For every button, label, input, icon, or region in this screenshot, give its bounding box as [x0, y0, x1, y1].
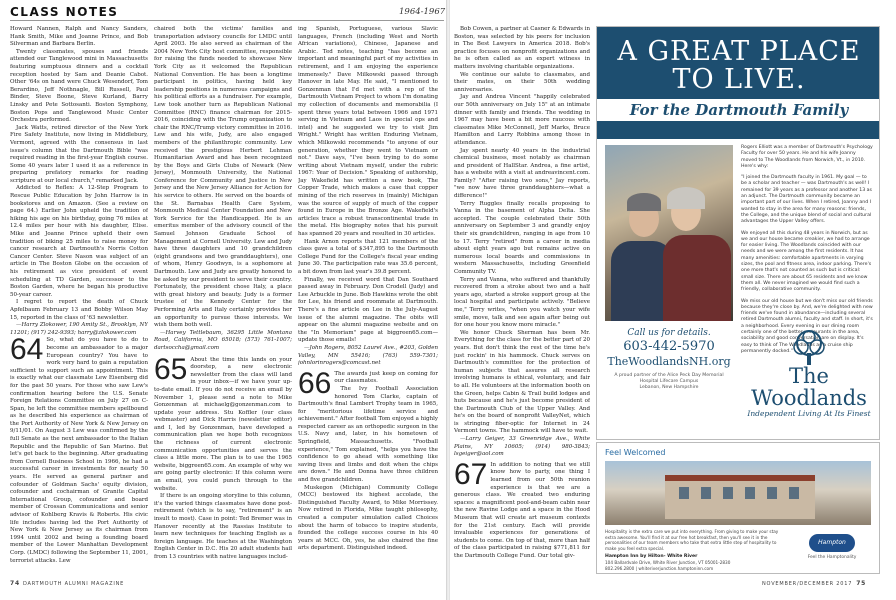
- paragraph: Jay spent nearly 40 years in the industrial chemical business, most notably as chairman and president of HallStar. Andrea, a fine artist, has a website with a visit at andreavincent.com. Family? "After raising two sons," Jay reports, "we now have three granddaughters—what a difference!": [454, 147, 590, 200]
- footer-right: [762, 580, 866, 587]
- window: [679, 487, 689, 499]
- column-2: [154, 26, 292, 574]
- ad-headline-line-1: A GREAT PLACE: [617, 36, 861, 67]
- paragraph: ing Spanish, Portuguese, various Slavic languages, French (including West and North African variations), Chinese, Japanese and Arabic. Ted notes, teaching "has become an important and meaningful part of my activities in retirement, and I am enjoying the experience immensely." Dave Milkowski passed through Hanover in late May. He said, "I mentioned to Gonzenman that I'd met with a rep of the Dartmouth Vietnam Project to whom I'm donating my collection of documents and memorabilia (I spent three years total between 1966 and 1971 serving in Vietnam and Laos in special ops and intel) and he suggested we try to visit Jim Wright." Wright has written Enduring Vietnam, which Milkowski recommends "to anyone of our generation, whether they went to Vietnam or not." Dave says, "I've been trying to do some writing about Vietnam myself, under the rubric 1967: Year of Decision." Speaking of authorship, Jay Wakefield has written a new book, The Copper Trade, which makes a case that copper mining of the rich reserves in (mainly) Michigan was the source of supply of much of the copper found in Europe in the Bronze Age. Wakefield's articles trace a robust transcontinental trade in the metal. His biography notes that his pursuit has spanned 20 years and resulted in 30 articles.: [298, 26, 438, 238]
- class-year-range: 1964-1967: [399, 7, 446, 17]
- paragraph: I regret to report the death of Chuck Apfelbaum February 13 and Bobby Wilson May 15, reported in the class of '63 newsletter.: [10, 299, 148, 321]
- paragraph: chaired both the victims' families and transportation advisory councils for LMDC until April 2003. He also served as chairman of the 2004 New York City host committee, responsible for raising the funds needed to showcase New York City as it welcomed the Republican National Convention. He has been a longtime participant in politics, having held key leadership positions in numerous campaigns and his political efforts as a fundraiser. For example, Lew took another turn as Republican National Committee (RNC) finance chairman for 2015-2016, coinciding with the Trump organization to chair the RNC/Trump victory committee in 2016. Lew and his wife, Judy, are also engaged members of the philanthropic community. Lew received the prestigious Herbert Lehman Humanitarian Award and has been recognized by the Boys and Girls Clubs of Newark (New Jersey), Monmouth University, the National Conference for Community and Justice in New Jersey and the New Jersey Alliance for Action for his service to others. He served on the boards of the St. Barnabas Health Care System, Monmouth Medical Center Foundation and New York Service for the Handicapped. He is an emeritus member of the advisory council of the Samuel Johnson Graduate School of Management at Cornell University. Lew and Judy have three daughters and 10 grandchildren (eight grandsons and two granddaughters), one of whom, Henry Goodwyn, is a sophomore at Dartmouth. Lew and Judy are greatly honored to be asked by our president to serve their country. Fortunately, the president chose Italy, a place with great history and beauty. Judy is a former trustee of the Kennedy Center for the Performing Arts and Italy certainly provides her an opportunity to pursue those interests. We wish them both well.: [154, 26, 292, 329]
- paragraph: So, what do you have to do to become an ambassador to a major European country? You have to work very hard to gain a reputation sufficient to support such an appointment. This is exactly what our classmate Lew Eisenberg did for the past 50 years. For those who saw Lew's confirmation hearing before the U.S. Senate Foreign Relations Committee on July 27 on C-Span, he left the committee members spellbound as he described his experience as chairman of the Port Authority of New York & New Jersey on 9/11/01. On August 3 Lew was confirmed by the full Senate as the next ambassador to the Italian Republic and the Republic of San Marino. But let's get back to the beginning. After graduating from Cornell Business School in 1966, he had a successful career in investments for nearly 50 years. He served as general partner and cofounder of Goldman Sachs' equity division, cofounder and cochairman of Granite Capital International Group, cofounder and board member of Crossan Communications and senior advisor of Kohlberg Kravis & Roberts. His civic life includes having led the Port Authority of New York & New Jersey as its chairman from 1994 until 2002 and being a founding board member of the Lower Manhattan Development Corp. (LMDC) following the September 11, 2001, terrorist attacks. Lew: [10, 337, 148, 564]
- ad-paragraph: We enjoyed all this during 48 years in Norwich, but as we and our house became creakier, we had to arrange for easier living. The Woodlands coincided with our needs and we were among the first residents. It has many amenities: comfortable apartments in varying sizes, the pool and fitness area, indoor parking. There's one more that's not counted as such but is critical: small size. There are about 65 residents and we know them all. We never imagined we would find such a friendly, collaborative community.: [741, 230, 872, 293]
- paragraph: Terry Ruggles finally recalls proposing to Vanna in the basement of Alpha Delta. She accepted. The couple celebrated their 50th anniversary on September 3 and grandly enjoy their six grandchildren, ranging in age from 10 to 17. Terry "retired" from a career in media about eight years ago but remains active on numerous local boards and commissions in western Massachusetts, including Greenfield Community TV.: [454, 200, 590, 275]
- ad-paragraph: Rogers Elliott was a member of Dartmouth's Psychology Faculty for over 50 years. He and his wife Joanny moved to The Woodlands from Norwich, Vt., in 2010. Here's why:: [741, 145, 873, 169]
- section-title: CLASS NOTES: [10, 5, 119, 19]
- ad-paragraph: We miss our old house but we don't miss our old friends because they're close by. And, we're delighted with new friends we've found in abundance—including several retired Dartmouth alumni, faculty and staff. In short, it's a neighborhood. Every evening in our dining room certainly one of the better restaurants in the area, sociability and good conversation are on display. It's easy to think of The Woodlands as a cruise ship permanently docked.": [741, 298, 873, 354]
- paragraph: Terry and Vanna, who suffered and thankfully recovered from a stroke about two and a half years ago, started a stroke support group at the local hospital and participate actively. "Believe me," Terry writes, "when you watch your wife smile, move, talk and see again after being out for one hour you know more miracle.": [454, 276, 590, 329]
- paragraph: Bob Cowen, a partner at Casner & Edwards in Boston, was selected by his peers for inclusion in The Best Lawyers in America 2018. Bob's practice focuses on nonprofit organizations and he is often called as an expert witness in matters involving charitable organizations.: [454, 26, 590, 70]
- location-text: Lebanon, New Hampshire: [639, 385, 699, 390]
- window: [789, 487, 799, 499]
- window: [745, 487, 755, 499]
- window: [701, 487, 711, 499]
- paragraph: The Ivy Football Association honored Tom Clarke, captain of Dartmouth's final Lambert Trophy team in 1965, for "meritorious lifetime service and achievement." After football Tom enjoyed a highly respected career as an orthopedic surgeon in the U.S. Navy and, later, in his hometown of Springfield, Massachusetts. "Football experience," Tom explained, "helps you have the confidence to go ahead with something like saving lives and limbs and doit when the chips are down." He and Donna have three children and five grandchildren.: [298, 385, 438, 484]
- class-number: 64: [10, 333, 44, 367]
- ad2-headline: Feel Welcomed: [605, 448, 666, 457]
- class-number: 67: [454, 457, 488, 491]
- issue-date: NOVEMBER/DECEMBER 2017: [762, 581, 853, 587]
- person-right-body: [663, 235, 731, 321]
- ad-headline: [597, 38, 880, 94]
- hotel-address: 104 Ballardvale Drive, White River Junction, VT 05001-2830: [605, 559, 731, 565]
- hampton-advertisement[interactable]: [596, 442, 880, 574]
- hotel-contact[interactable]: 802.296.2800 | whiteriverjunction.hamptoninn.com: [605, 565, 714, 571]
- ad-contact-block: [605, 327, 733, 391]
- hotel-name: Hampton Inn by Hilton- White River: [605, 554, 698, 560]
- paragraph: Twenty classmates, spouses and friends attended our Tanglewood mini in Massachusetts featuring sumptuous dinners and a cocktail reception hosted by Sam and Deanie Cabot. Other '64s on hand were Chuck Wesendorf, Tom Berardino, Jeff Nothnagle, Bill Russell, Paul Binder, Steve Boone, Steve Kurland, Barry Linsky and Pete Sottosanti. Boston Symphony, Boston Pops and Tanglewood Music Center Orchestra performed.: [10, 48, 148, 124]
- signature: —Harry Zlokower, 190 Amity St., Brooklyn, NY 11201; (917) 242-9393; harry@zlokower.com: [10, 322, 148, 336]
- partner-note: A proud partner of the Alice Peck Day Memorial Hospital Lifecare Campus: [614, 373, 724, 384]
- magazine-name: DARTMOUTH ALUMNI MAGAZINE: [22, 581, 125, 587]
- couple-photo: [605, 145, 733, 321]
- hampton-logo: [793, 529, 871, 569]
- signature: —Harvey Tettlebaum, 36295 Little Montana Road, California, MO 65018; (573) 761-1007; dartsoccha@gmail.com: [154, 329, 292, 351]
- website-link[interactable]: TheWoodlandsNH.org: [607, 355, 731, 368]
- phone-number[interactable]: 603-442-5970: [623, 339, 715, 354]
- paragraph: Howard Nannen, Ralph and Nancy Sanders, Hank Smith, Mike and Joanne Prince, and Bob Silverman and Barbara Berlin.: [10, 26, 148, 48]
- logo-wordmark: The Woodlands: [751, 364, 867, 410]
- window: [767, 487, 777, 499]
- logo-tagline: Independent Living At Its Finest: [747, 409, 871, 418]
- paragraph: Muskegon (Michigan) Community College (MCC) bestowed its highest accolade, the Distinguished Faculty Award, to Mike Morrissey. Now retired in Florida, Mike taught philosophy, created a computer simulation called Choices about the harm of tobacco to inspire students, founded the college success course in his 40 years at MCC. Oh, yes, he also chaired the fine arts department. Distinguished indeed.: [298, 484, 438, 552]
- paragraph: In addition to noting that we still know how to party, one thing I learned from our 50th reunion experience is that we are a generous class. We created two enduring spaces: a magnificent pool-and-beam cabin near the new Ravine Lodge and a space in the Hood Museum that will create art museum contexts for the 21st century. Each will provide invaluable experiences for generations of students to come. On top of that, more than half of the class participated in raising $771,811 for the Dartmouth College Fund. Our total giv-: [454, 461, 590, 559]
- ad2-body: [605, 529, 785, 571]
- page-spine: [446, 0, 450, 600]
- ad-headline-line-2: TO LIVE.: [672, 64, 806, 95]
- window: [723, 487, 733, 499]
- column-1: [10, 26, 148, 574]
- ad2-paragraph: Hospitality is the extra care we put into everything. From giving to make your stay extra awesome. You'll find it at our free hot breakfast, then you'll see it in the personalities of our team members who take that extra little step of hospitality to make you feel extra special.: [605, 529, 779, 551]
- class-number: 66: [298, 366, 332, 400]
- paragraph: If there is an ongoing storyline to this column, it's the varied things classmates have done post-retirement (which is to say, "retirement" is an insult to most). Case in point: Ted Bremer was in Hanover recently at the Rassias Institute to learn new techniques for teaching English as a foreign language. He teaches at the Washington English Center in D.C. His 20 adult students hail from 13 countries with native languages includ-: [154, 493, 292, 560]
- paragraph: We honor Chuck Sherman has been Mr. Everything for the class for the better part of 20 years. But don't think the rest of the time he's just rockin' in his hammock. Chuck serves on Dartmouth's committee for the protection of human subjects that assures all research involving humans is ethical, voluntary, and fair to all. He volunteers at the information booth on the Green, helps Cabin & Trail build lodges and huts because and he's just become president of the Dartmouth Club of the Upper Valley. And he's on the board of nonprofit ValleyNet, which is stringing fiber-optic for Internet in 24 Vermont towns. The hammock will have to wait.: [454, 329, 590, 435]
- ad-paragraph: "I joined the Dartmouth faculty in 1961. My goal — to be a scholar and teacher — was Dartmouth's as well! I remained for 39 years as a professor and another 13 as an adjunct. The Dartmouth community became an important part of our lives. When I retired, Joanny and I wanted to stay in the area for many reasons: friends, the College, and the unique blend of social and cultural advantages the Upper Valley offers.: [741, 175, 872, 225]
- footer-left: [10, 580, 124, 587]
- signature: —Larry Geiger, 33 Greenridge Ave., White Plains, NY 10605; (914) 980-3843; lsgeiger@aol.com: [454, 436, 590, 458]
- person-right-hair: [667, 187, 705, 209]
- woodlands-advertisement[interactable]: [596, 26, 880, 440]
- woodlands-logo: [747, 327, 871, 423]
- tree-icon: [781, 327, 837, 367]
- class-number: 65: [154, 352, 188, 386]
- call-label: Call us for details.: [627, 328, 711, 338]
- header-rule: [10, 20, 444, 21]
- hampton-slogan: Feel the Hamptonality: [807, 555, 857, 560]
- paragraph: About the time this lands on your doorstep, a new electronic newsletter from the class will land in your inbox—if we have your up-to-date email. If you do not receive an email by November 1, please send a note to Mike Gonzenman at michaelg@gonzenman.com to update your address. Stu Koffler (our class webmaster) and Dick Harris (newsletter editor) and I, led by Gonzenman, have developed a communication plan we hope both recognizes the richness of current electronic communication opportunities and serves the class a little more. The plan is to use the 1965 website, biggreen65.com. An example of why we are going partly electronic: If this column were an email, you could punch through to the website.: [154, 356, 292, 492]
- page-number-right: 75: [856, 580, 867, 587]
- paragraph: Jack Watts, retired director of the New York Fire Safety Institute, now living in Middlebury, Vermont, agreed with the consensus in last issue's column that the Dartmouth Bible "was required reading in the first-year English course. Some 40 years later I used it as a reference in preparing prefatory remarks for reading scripture at our local church," remarked Jack.: [10, 124, 148, 184]
- ad-subheadline: For the Dartmouth Family: [597, 99, 880, 121]
- column-3: [298, 26, 438, 574]
- column-4: [454, 26, 590, 574]
- paragraph: Hank Arnon reports that 121 members of the class gave a total of $347,895 to the Dartmouth College Fund for the College's fiscal year ending June 30. The participation rate was 35.6 percent, a bit down from last year's 39.8 percent.: [298, 238, 438, 275]
- paragraph: We continue our salute to classmates, and their mates, on their 50th wedding anniversaries.: [454, 71, 590, 93]
- paragraph: Addicted to Reflex: A 12-Step Program to Rescue Public Education by John Harrow is in bookstores and on Amazon. (See a review on page 64.) Earlier John upheld the tradition of hiking his age on his birthday, going 76 miles at 12.4 miles per hour with his daughter, Elise. Mike and Joanne Prince upheld their own tradition of biking 25 miles to raise money for cancer research at Dartmouth's Norris Cotton Cancer Center. Steve Nason was subject of an article in The Boston Globe on the occasion of his retirement as vice president of event scheduling at TD Garden, successor to the Boston Garden, where he began his productive 50-year career.: [10, 185, 148, 298]
- paragraph: The awards just keep on coming for our classmates.: [334, 370, 438, 385]
- paragraph: Jay and Andrea Vincent "happily celebrated our 50th anniversary on July 15" at an intimate dinner with family and friends. The wedding in 1967 may have been a bit more raucous with classmates Mike McConnell, Jeff Marks, Bruce Hamilton and Larry Robbins among those in attendance.: [454, 94, 590, 146]
- person-left-hair: [627, 193, 661, 211]
- hotel-photo: [605, 461, 871, 525]
- signature: —John Rogers, 8052 Laurel Ave., #203, Golden Valley, MN 55416; (763) 559-7301; johnlorinrogers@comcast.net: [298, 344, 438, 367]
- hampton-badge: Hampton: [809, 534, 855, 552]
- page-number-left: 74: [10, 580, 20, 587]
- paragraph: Finally, we received word that Dan Southard passed away in February. Don Crodell (Judy) and Lee Arbuckle in June. Bob Hawkins wrote the obit for Lee, his friend and roommate at Dartmouth. There's a fine article on Lee in the July-August issue of the alumni magazine. The obits will appear on the alumni magazine website and on the "In Memoriam" page at biggreen65.com—update those emails!: [298, 276, 438, 344]
